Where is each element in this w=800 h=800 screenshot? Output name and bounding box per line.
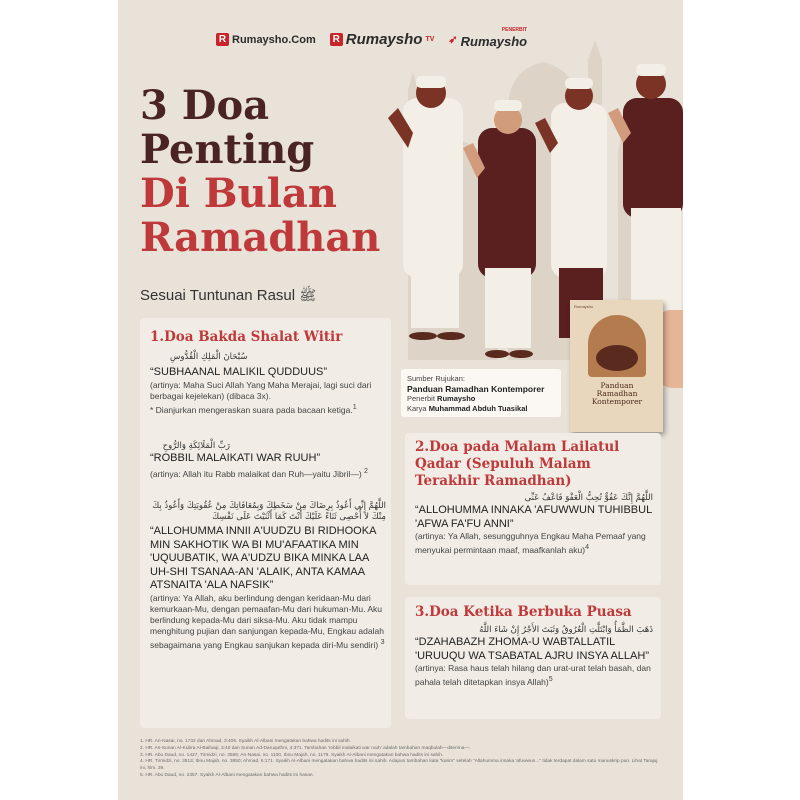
doa2-card (405, 433, 661, 585)
doa3-card (405, 597, 661, 719)
doa2-arabic: اللَّهُمَّ إِنَّكَ عَفُوٌّ تُحِبُّ الْعَفْوَ فَاعْفُ عَنِّى (524, 493, 653, 503)
reference-label: Sumber Rujukan: (407, 374, 465, 383)
logo1-text: Rumaysho.Com (232, 33, 316, 46)
page-subtitle (140, 287, 316, 307)
subtitle-text: Sesuai Tuntunan Rasul (140, 287, 296, 304)
book-title: Panduan Ramadhan Kontemporer (591, 381, 643, 406)
poster (118, 0, 683, 800)
doa1-card (140, 318, 391, 728)
rumaysho-com-logo[interactable] (216, 33, 316, 46)
logo2-suffix: TV (425, 36, 435, 43)
reference-book-title: Panduan Ramadhan Kontemporer (407, 384, 545, 394)
doa1-arabic-a: سُبْحَانَ الْمَلِكِ الْقُدُّوسِ (170, 352, 248, 362)
doa3-latin: “DZAHABAZH ZHOMA-U WABTALLATIL 'URUUQU WA TSABATAL AJRU INSYA ALLAH” (415, 636, 649, 662)
rumaysho-r-icon: R (216, 33, 229, 46)
reference-author: Karya Muhammad Abduh Tuasikal (407, 404, 528, 413)
rumaysho-r-icon: R (330, 33, 343, 46)
doa1-heading: 1.Doa Bakda Shalat Witir (150, 329, 343, 345)
logo3-top: PENERBIT (501, 27, 528, 33)
footnote-3: 3. HR. Abu Daud, no. 1427, Tirmidzi, no. 3566; An-Nasai, no. 1100, Ibnu Majah, no. 1179. Syaikh Al-Albani mengatakan bahwa hadits ini sahih. (140, 752, 444, 758)
book-cover-dome (588, 315, 646, 377)
title-line-4: Ramadhan (140, 214, 381, 261)
footnote-2: 2. HR. As-Sunan Al-Kubra Al-Baihaqi, 3:40 dan Sunan Ad-Daruquthni, 4:371. Tambahan 'robbil malaikati war ruuh' adalah tambahan maqbulah—diterima—. (140, 745, 471, 751)
doa1-arabic-b: رَبِّ الْمَلَائِكَةِ وَالرُّوحِ (162, 441, 230, 451)
title-line-1: 3 Doa (140, 82, 270, 129)
doa2-latin: “ALLOHUMMA INNAKA 'AFUWWUN TUHIBBUL 'AFWA FA'FU ANNI” (415, 504, 652, 530)
swoosh-icon: ➶ (448, 34, 458, 46)
footnote-ref: 3 (380, 637, 385, 646)
logo2-text: Rumaysho (345, 31, 423, 48)
footnotes (140, 739, 660, 780)
doa1-latin-a: “SUBHAANAL MALIKIL QUDDUUS” (150, 366, 328, 378)
source-reference-box (401, 369, 561, 417)
logo3-text: Rumaysho (460, 34, 528, 49)
footnote-ref: 2 (364, 466, 368, 475)
doa3-heading: 3.Doa Ketika Berbuka Puasa (415, 604, 632, 620)
doa2-heading: 2.Doa pada Malam Lailatul Qadar (Sepuluh Malam Terakhir Ramadhan) (415, 439, 620, 489)
reference-publisher: Penerbit Rumaysho (407, 394, 476, 403)
footnote-ref: 1 (352, 402, 357, 411)
doa3-meaning: (artinya: Rasa haus telah hilang dan urat-urat telah basah, dan pahala telah ditetapkan insya Allah)$^5$ (415, 663, 651, 687)
doa1-meaning-a: (artinya: Maha Suci Allah Yang Maha Merajai, lagi suci dari berbagai kejelekan) (dibaca 3x). (150, 379, 372, 401)
doa1-arabic-c: اللَّهُمَّ إِنِّي أَعُوذُ بِرِضَاكَ مِنْ سَخَطِكَ وَبِمُعَافَاتِكَ مِنْ عُقُوبَتِكَ وَأَعُوذُ بِكَ مِنْكَ لاَ أُحْصِى ثَنَاءً عَلَيْكَ أَنْتَ كَمَا أَثْنَيْتَ عَلَى نَفْسِكَ (152, 501, 386, 522)
doa2-meaning: (artinya: Ya Allah, sesungguhnya Engkau Maha Pemaaf yang menyukai permintaan maaf, maafkanlah aku)$^4$ (415, 531, 646, 555)
book-cover-image (570, 300, 663, 432)
doa1-latin-b: “ROBBIL MALAIKATI WAR RUUH” (150, 452, 321, 464)
doa1-meaning-c: (artinya: Ya Allah, aku berlindung dengan keridaan-Mu dari kemurkaan-Mu, dengan pemaafan-Mu dari hukuman-Mu. Aku berlindung kepada-Mu dari siksa-Mu. Aku tidak mampu menghitung pujian dan sanjungan kepada-Mu, Engkau adalah sebagaimana yang Engkau sanjukan kepada diri-Mu sendiri) $^3$ (150, 592, 385, 650)
title-line-2: Penting (140, 126, 315, 173)
footnote-4: 4. HR. Tirmidzi, no. 3513; Ibnu Majah, no. 3850; Ahmad, 6:171. Syaikh Al-Albani mengatakan bahwa hadits ini sahih. Adapun tambahan kata "karim" setelah "Allahumma innaka 'afuwwun..." tidak terdapat dalam satu manuskrip pun. Lihat Tarajuj ini, hlm. 39. (140, 759, 658, 772)
footnote-ref: 4 (585, 543, 590, 551)
doa1-note-a: * Dianjurkan mengeraskan suara pada bacaan ketiga.$^1$ (150, 402, 357, 415)
honorific-glyph: ﷺ (299, 288, 317, 304)
footnote-1: 1. HR. An-Nasai, no. 1732 dan Ahmad, 3:406. Syaikh Al-Albani mengatakan bahwa hadits ini sahih. (140, 739, 351, 744)
book-publisher: Rumaysho (574, 304, 594, 309)
doa3-arabic: ذَهَبَ الظَّمَأُ وَابْتَلَّتِ الْعُرُوقُ وَثَبَتَ الأَجْرُ إِنْ شَاءَ اللَّهُ (479, 625, 653, 635)
title-line-3: Di Bulan (140, 170, 337, 217)
footnote-ref: 5 (548, 675, 553, 683)
doa1-meaning-b: (artinya: Allah itu Rabb malaikat dan Ruh—yaitu Jibril—) $^2$ (150, 466, 368, 479)
page-title (140, 84, 380, 260)
doa1-latin-c: “ALLOHUMMA INNII A'UUDZU BI RIDHOOKA MIN SAKHOTIK WA BI MU'AFAATIKA MIN 'UQUUBATIK, WA A'UDZU BIKA MINKA LAA UH-SHI TSANAA-AN 'ALAIK, ANTA KAMAA ATSNAITA 'ALA NAFSIK” (150, 525, 376, 591)
footnote-5: 5. HR. Abu Daud, no. 2357. Syaikh Al-Albani mengatakan bahwa hadits ini hasan. (140, 772, 314, 778)
